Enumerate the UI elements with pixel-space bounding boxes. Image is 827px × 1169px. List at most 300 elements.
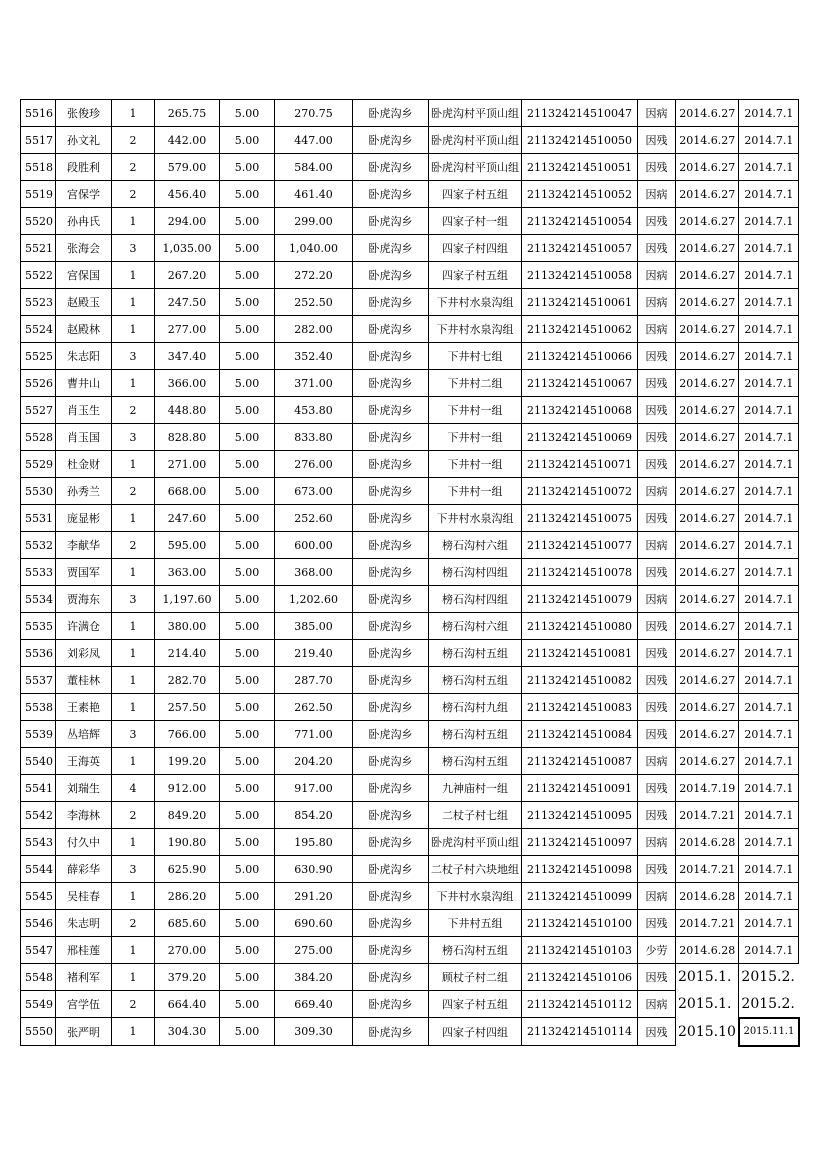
cell-start-date: 2014.7.1 (739, 208, 799, 235)
cell-reason: 因残 (638, 451, 676, 478)
cell-reason: 因残 (638, 397, 676, 424)
cell-total: 833.80 (275, 424, 353, 451)
cell-amount: 668.00 (155, 478, 220, 505)
cell-record-number: 211324214510077 (522, 532, 638, 559)
cell-name: 宫保学 (56, 181, 112, 208)
cell-reason: 因残 (638, 127, 676, 154)
cell-approval-date: 2014.6.27 (676, 667, 739, 694)
cell-row-id: 5539 (21, 721, 56, 748)
cell-approval-date: 2014.6.27 (676, 424, 739, 451)
cell-start-date: 2014.7.1 (739, 586, 799, 613)
cell-approval-date: 2014.6.27 (676, 100, 739, 127)
cell-record-number: 211324214510066 (522, 343, 638, 370)
cell-name: 曹井山 (56, 370, 112, 397)
cell-village-group: 下井村一组 (429, 451, 522, 478)
cell-village-group: 四家子村五组 (429, 262, 522, 289)
cell-approval-date: 2014.6.28 (676, 829, 739, 856)
cell-start-date: 2014.7.1 (739, 370, 799, 397)
cell-village-group: 四家子村五组 (429, 991, 522, 1018)
cell-amount: 247.60 (155, 505, 220, 532)
table-row (21, 397, 799, 424)
cell-reason: 因残 (638, 343, 676, 370)
cell-village-group: 榜石沟村五组 (429, 748, 522, 775)
cell-amount: 1,197.60 (155, 586, 220, 613)
cell-supplement: 5.00 (220, 181, 275, 208)
table-row (21, 424, 799, 451)
cell-supplement: 5.00 (220, 559, 275, 586)
cell-start-date: 2014.7.1 (739, 910, 799, 937)
cell-reason: 因病 (638, 181, 676, 208)
cell-total: 371.00 (275, 370, 353, 397)
cell-household-size: 3 (112, 856, 155, 883)
cell-start-date: 2014.7.1 (739, 883, 799, 910)
cell-household-size: 2 (112, 397, 155, 424)
cell-start-date: 2014.7.1 (739, 667, 799, 694)
cell-household-size: 2 (112, 802, 155, 829)
cell-amount: 363.00 (155, 559, 220, 586)
cell-approval-date: 2014.6.27 (676, 748, 739, 775)
cell-start-date: 2014.7.1 (739, 235, 799, 262)
cell-total: 282.00 (275, 316, 353, 343)
cell-row-id: 5527 (21, 397, 56, 424)
cell-name: 刘瑞生 (56, 775, 112, 802)
cell-township: 卧虎沟乡 (353, 559, 429, 586)
cell-row-id: 5516 (21, 100, 56, 127)
cell-start-date: 2014.7.1 (739, 613, 799, 640)
cell-household-size: 3 (112, 586, 155, 613)
cell-township: 卧虎沟乡 (353, 775, 429, 802)
cell-total: 272.20 (275, 262, 353, 289)
cell-record-number: 211324214510057 (522, 235, 638, 262)
cell-row-id: 5517 (21, 127, 56, 154)
table-row (21, 667, 799, 694)
cell-supplement: 5.00 (220, 829, 275, 856)
cell-reason: 因病 (638, 478, 676, 505)
cell-supplement: 5.00 (220, 208, 275, 235)
table-row (21, 100, 799, 127)
cell-name: 朱志明 (56, 910, 112, 937)
cell-village-group: 下井村水泉沟组 (429, 883, 522, 910)
cell-start-date: 2014.7.1 (739, 451, 799, 478)
cell-total: 276.00 (275, 451, 353, 478)
table-row (21, 910, 799, 937)
cell-amount: 664.40 (155, 991, 220, 1018)
cell-record-number: 211324214510087 (522, 748, 638, 775)
cell-supplement: 5.00 (220, 127, 275, 154)
table-row (21, 316, 799, 343)
cell-approval-date: 2014.6.27 (676, 343, 739, 370)
cell-reason: 因病 (638, 262, 676, 289)
cell-amount: 380.00 (155, 613, 220, 640)
cell-household-size: 1 (112, 316, 155, 343)
cell-village-group: 四家子村五组 (429, 181, 522, 208)
cell-name: 段胜利 (56, 154, 112, 181)
cell-approval-date: 2015.1. (676, 991, 739, 1018)
cell-name: 李海林 (56, 802, 112, 829)
cell-total: 275.00 (275, 937, 353, 964)
cell-supplement: 5.00 (220, 1018, 275, 1046)
cell-village-group: 顾杖子村二组 (429, 964, 522, 991)
cell-township: 卧虎沟乡 (353, 316, 429, 343)
cell-row-id: 5520 (21, 208, 56, 235)
cell-supplement: 5.00 (220, 910, 275, 937)
cell-reason: 因残 (638, 667, 676, 694)
cell-total: 195.80 (275, 829, 353, 856)
cell-household-size: 1 (112, 100, 155, 127)
cell-reason: 因病 (638, 748, 676, 775)
cell-start-date: 2014.7.1 (739, 559, 799, 586)
cell-township: 卧虎沟乡 (353, 748, 429, 775)
cell-village-group: 榜石沟村九组 (429, 694, 522, 721)
cell-start-date: 2014.7.1 (739, 748, 799, 775)
cell-record-number: 211324214510083 (522, 694, 638, 721)
cell-reason: 因残 (638, 964, 676, 991)
cell-household-size: 2 (112, 127, 155, 154)
cell-row-id: 5547 (21, 937, 56, 964)
cell-start-date: 2014.7.1 (739, 397, 799, 424)
cell-name: 董桂林 (56, 667, 112, 694)
cell-name: 孙秀兰 (56, 478, 112, 505)
cell-start-date: 2014.7.1 (739, 478, 799, 505)
cell-record-number: 211324214510106 (522, 964, 638, 991)
cell-start-date: 2015.11.1 (739, 1018, 799, 1046)
cell-row-id: 5528 (21, 424, 56, 451)
cell-household-size: 1 (112, 370, 155, 397)
cell-village-group: 四家子村四组 (429, 1018, 522, 1046)
table-row (21, 181, 799, 208)
cell-village-group: 卧虎沟村平顶山组 (429, 100, 522, 127)
cell-supplement: 5.00 (220, 100, 275, 127)
cell-village-group: 四家子村四组 (429, 235, 522, 262)
cell-total: 352.40 (275, 343, 353, 370)
cell-household-size: 1 (112, 937, 155, 964)
cell-township: 卧虎沟乡 (353, 1018, 429, 1046)
data-table (20, 99, 800, 1047)
cell-amount: 265.75 (155, 100, 220, 127)
cell-record-number: 211324214510114 (522, 1018, 638, 1046)
cell-village-group: 卧虎沟村平顶山组 (429, 127, 522, 154)
cell-row-id: 5544 (21, 856, 56, 883)
table-row (21, 154, 799, 181)
table-row (21, 586, 799, 613)
table-row (21, 856, 799, 883)
cell-row-id: 5533 (21, 559, 56, 586)
table-row (21, 370, 799, 397)
cell-reason: 因残 (638, 424, 676, 451)
cell-row-id: 5543 (21, 829, 56, 856)
cell-start-date: 2014.7.1 (739, 289, 799, 316)
cell-start-date: 2014.7.1 (739, 937, 799, 964)
cell-amount: 828.80 (155, 424, 220, 451)
cell-record-number: 211324214510080 (522, 613, 638, 640)
cell-record-number: 211324214510091 (522, 775, 638, 802)
table-row (21, 613, 799, 640)
cell-name: 宫保国 (56, 262, 112, 289)
cell-record-number: 211324214510112 (522, 991, 638, 1018)
cell-record-number: 211324214510052 (522, 181, 638, 208)
cell-household-size: 1 (112, 559, 155, 586)
table-row (21, 451, 799, 478)
cell-household-size: 3 (112, 424, 155, 451)
cell-approval-date: 2014.6.27 (676, 208, 739, 235)
cell-approval-date: 2014.6.27 (676, 181, 739, 208)
table-row (21, 262, 799, 289)
cell-name: 宫学伍 (56, 991, 112, 1018)
cell-reason: 因病 (638, 316, 676, 343)
cell-total: 690.60 (275, 910, 353, 937)
cell-village-group: 下井村七组 (429, 343, 522, 370)
cell-name: 赵殿林 (56, 316, 112, 343)
cell-township: 卧虎沟乡 (353, 235, 429, 262)
cell-record-number: 211324214510097 (522, 829, 638, 856)
cell-record-number: 211324214510062 (522, 316, 638, 343)
cell-township: 卧虎沟乡 (353, 694, 429, 721)
cell-start-date: 2014.7.1 (739, 694, 799, 721)
cell-supplement: 5.00 (220, 802, 275, 829)
cell-name: 褚利军 (56, 964, 112, 991)
cell-household-size: 1 (112, 262, 155, 289)
cell-supplement: 5.00 (220, 883, 275, 910)
cell-name: 贾国军 (56, 559, 112, 586)
cell-total: 385.00 (275, 613, 353, 640)
cell-reason: 因残 (638, 856, 676, 883)
cell-approval-date: 2014.6.27 (676, 451, 739, 478)
cell-start-date: 2014.7.1 (739, 505, 799, 532)
cell-total: 291.20 (275, 883, 353, 910)
cell-village-group: 卧虎沟村平顶山组 (429, 829, 522, 856)
cell-village-group: 四家子村一组 (429, 208, 522, 235)
cell-total: 1,040.00 (275, 235, 353, 262)
cell-total: 854.20 (275, 802, 353, 829)
cell-row-id: 5541 (21, 775, 56, 802)
cell-start-date: 2014.7.1 (739, 316, 799, 343)
cell-total: 461.40 (275, 181, 353, 208)
cell-township: 卧虎沟乡 (353, 829, 429, 856)
cell-start-date: 2014.7.1 (739, 640, 799, 667)
cell-township: 卧虎沟乡 (353, 478, 429, 505)
cell-amount: 282.70 (155, 667, 220, 694)
table-row (21, 127, 799, 154)
cell-reason: 因病 (638, 532, 676, 559)
cell-total: 262.50 (275, 694, 353, 721)
cell-name: 吴桂春 (56, 883, 112, 910)
cell-approval-date: 2014.6.27 (676, 235, 739, 262)
cell-row-id: 5537 (21, 667, 56, 694)
cell-name: 张俊珍 (56, 100, 112, 127)
table-row (21, 1018, 799, 1046)
cell-start-date: 2014.7.1 (739, 154, 799, 181)
cell-supplement: 5.00 (220, 721, 275, 748)
cell-village-group: 榜石沟村五组 (429, 640, 522, 667)
cell-household-size: 1 (112, 883, 155, 910)
cell-start-date: 2014.7.1 (739, 424, 799, 451)
cell-township: 卧虎沟乡 (353, 289, 429, 316)
cell-supplement: 5.00 (220, 235, 275, 262)
cell-row-id: 5538 (21, 694, 56, 721)
cell-township: 卧虎沟乡 (353, 613, 429, 640)
cell-record-number: 211324214510050 (522, 127, 638, 154)
table-row (21, 748, 799, 775)
cell-start-date: 2014.7.1 (739, 100, 799, 127)
cell-household-size: 4 (112, 775, 155, 802)
cell-reason: 因残 (638, 640, 676, 667)
cell-village-group: 二杖子村六块地组 (429, 856, 522, 883)
cell-amount: 214.40 (155, 640, 220, 667)
cell-approval-date: 2014.6.27 (676, 262, 739, 289)
cell-row-id: 5532 (21, 532, 56, 559)
cell-supplement: 5.00 (220, 613, 275, 640)
cell-amount: 442.00 (155, 127, 220, 154)
cell-reason: 少劳 (638, 937, 676, 964)
cell-name: 贾海东 (56, 586, 112, 613)
cell-village-group: 下井村水泉沟组 (429, 505, 522, 532)
cell-total: 204.20 (275, 748, 353, 775)
cell-village-group: 下井村一组 (429, 424, 522, 451)
cell-total: 252.60 (275, 505, 353, 532)
cell-record-number: 211324214510058 (522, 262, 638, 289)
cell-record-number: 211324214510095 (522, 802, 638, 829)
table-row (21, 883, 799, 910)
cell-approval-date: 2014.6.27 (676, 289, 739, 316)
cell-approval-date: 2014.6.27 (676, 478, 739, 505)
cell-household-size: 3 (112, 343, 155, 370)
cell-row-id: 5529 (21, 451, 56, 478)
cell-name: 赵殿玉 (56, 289, 112, 316)
cell-amount: 685.60 (155, 910, 220, 937)
cell-record-number: 211324214510061 (522, 289, 638, 316)
table-row (21, 964, 799, 991)
cell-township: 卧虎沟乡 (353, 586, 429, 613)
cell-total: 453.80 (275, 397, 353, 424)
cell-amount: 267.20 (155, 262, 220, 289)
cell-name: 王海英 (56, 748, 112, 775)
cell-reason: 因残 (638, 802, 676, 829)
cell-amount: 347.40 (155, 343, 220, 370)
cell-township: 卧虎沟乡 (353, 100, 429, 127)
cell-amount: 199.20 (155, 748, 220, 775)
cell-approval-date: 2014.6.27 (676, 559, 739, 586)
cell-total: 669.40 (275, 991, 353, 1018)
cell-start-date: 2014.7.1 (739, 802, 799, 829)
cell-household-size: 1 (112, 748, 155, 775)
cell-amount: 912.00 (155, 775, 220, 802)
table-row (21, 721, 799, 748)
cell-total: 447.00 (275, 127, 353, 154)
cell-start-date: 2014.7.1 (739, 775, 799, 802)
cell-amount: 277.00 (155, 316, 220, 343)
cell-household-size: 1 (112, 613, 155, 640)
cell-record-number: 211324214510069 (522, 424, 638, 451)
cell-record-number: 211324214510082 (522, 667, 638, 694)
cell-supplement: 5.00 (220, 748, 275, 775)
cell-approval-date: 2014.6.27 (676, 316, 739, 343)
cell-start-date: 2014.7.1 (739, 127, 799, 154)
cell-supplement: 5.00 (220, 964, 275, 991)
cell-approval-date: 2014.6.27 (676, 397, 739, 424)
cell-name: 孙冉氏 (56, 208, 112, 235)
cell-supplement: 5.00 (220, 397, 275, 424)
cell-approval-date: 2014.6.27 (676, 154, 739, 181)
cell-name: 张海会 (56, 235, 112, 262)
cell-approval-date: 2014.6.27 (676, 532, 739, 559)
cell-township: 卧虎沟乡 (353, 208, 429, 235)
cell-start-date: 2014.7.1 (739, 181, 799, 208)
cell-village-group: 榜石沟村四组 (429, 559, 522, 586)
cell-total: 584.00 (275, 154, 353, 181)
table-row (21, 343, 799, 370)
cell-household-size: 1 (112, 964, 155, 991)
cell-record-number: 211324214510079 (522, 586, 638, 613)
cell-start-date: 2015.2. (739, 991, 799, 1018)
cell-reason: 因残 (638, 775, 676, 802)
cell-township: 卧虎沟乡 (353, 991, 429, 1018)
cell-approval-date: 2015.10 (676, 1018, 739, 1046)
cell-record-number: 211324214510067 (522, 370, 638, 397)
cell-row-id: 5518 (21, 154, 56, 181)
cell-supplement: 5.00 (220, 424, 275, 451)
cell-approval-date: 2014.6.27 (676, 586, 739, 613)
cell-household-size: 3 (112, 235, 155, 262)
cell-supplement: 5.00 (220, 262, 275, 289)
cell-name: 薛彩华 (56, 856, 112, 883)
cell-record-number: 211324214510047 (522, 100, 638, 127)
cell-start-date: 2014.7.1 (739, 721, 799, 748)
cell-row-id: 5550 (21, 1018, 56, 1046)
cell-household-size: 1 (112, 829, 155, 856)
cell-start-date: 2014.7.1 (739, 262, 799, 289)
cell-reason: 因残 (638, 505, 676, 532)
cell-record-number: 211324214510054 (522, 208, 638, 235)
cell-name: 李献华 (56, 532, 112, 559)
cell-township: 卧虎沟乡 (353, 505, 429, 532)
cell-name: 王素艳 (56, 694, 112, 721)
cell-amount: 379.20 (155, 964, 220, 991)
cell-approval-date: 2014.6.27 (676, 721, 739, 748)
table-row (21, 775, 799, 802)
cell-total: 917.00 (275, 775, 353, 802)
cell-row-id: 5526 (21, 370, 56, 397)
cell-row-id: 5519 (21, 181, 56, 208)
cell-village-group: 下井村二组 (429, 370, 522, 397)
cell-village-group: 卧虎沟村平顶山组 (429, 154, 522, 181)
cell-amount: 247.50 (155, 289, 220, 316)
cell-supplement: 5.00 (220, 856, 275, 883)
cell-township: 卧虎沟乡 (353, 343, 429, 370)
cell-record-number: 211324214510084 (522, 721, 638, 748)
cell-household-size: 1 (112, 289, 155, 316)
cell-supplement: 5.00 (220, 775, 275, 802)
cell-village-group: 九神庙村一组 (429, 775, 522, 802)
cell-supplement: 5.00 (220, 316, 275, 343)
cell-village-group: 下井村水泉沟组 (429, 316, 522, 343)
cell-household-size: 2 (112, 910, 155, 937)
cell-household-size: 1 (112, 694, 155, 721)
cell-start-date: 2014.7.1 (739, 532, 799, 559)
cell-row-id: 5542 (21, 802, 56, 829)
cell-amount: 304.30 (155, 1018, 220, 1046)
cell-amount: 257.50 (155, 694, 220, 721)
cell-approval-date: 2014.6.27 (676, 613, 739, 640)
cell-supplement: 5.00 (220, 154, 275, 181)
cell-reason: 因残 (638, 559, 676, 586)
cell-supplement: 5.00 (220, 343, 275, 370)
cell-household-size: 1 (112, 1018, 155, 1046)
cell-supplement: 5.00 (220, 991, 275, 1018)
cell-amount: 286.20 (155, 883, 220, 910)
cell-amount: 595.00 (155, 532, 220, 559)
cell-name: 丛培辉 (56, 721, 112, 748)
cell-approval-date: 2014.7.21 (676, 802, 739, 829)
